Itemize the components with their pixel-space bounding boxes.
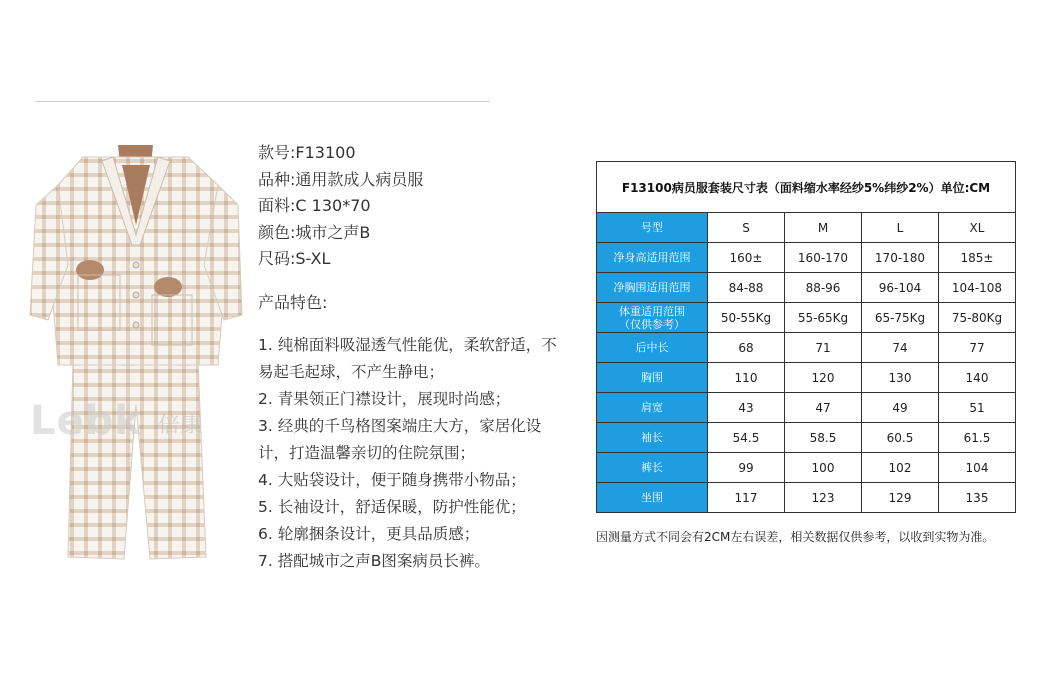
table-cell: 84-88	[708, 273, 785, 303]
row-label: 体重适用范围 （仅供参考）	[597, 303, 708, 333]
table-cell: 104	[939, 453, 1016, 483]
table-cell: 47	[785, 393, 862, 423]
row-label: 裤长	[597, 453, 708, 483]
table-row	[597, 483, 1016, 513]
row-label: 后中长	[597, 333, 708, 363]
table-cell: 58.5	[785, 423, 862, 453]
watermark-brand: Lebk	[30, 398, 142, 444]
top-divider	[35, 101, 490, 102]
table-cell: 49	[862, 393, 939, 423]
table-cell: 43	[708, 393, 785, 423]
table-cell: 117	[708, 483, 785, 513]
row-label: 坐围	[597, 483, 708, 513]
size-table-title: F13100病员服套装尺寸表（面料缩水率经纱5%纬纱2%）单位:CM	[597, 162, 1016, 213]
table-cell: S	[708, 213, 785, 243]
feature-item: 7. 搭配城市之声B图案病员长裤。	[258, 552, 490, 570]
feature-item: 4. 大贴袋设计，便于随身携带小物品；	[258, 471, 526, 489]
table-row	[597, 303, 1016, 333]
table-row	[597, 423, 1016, 453]
table-cell: 160-170	[785, 243, 862, 273]
product-photo	[28, 145, 243, 565]
feature-item: 1. 纯棉面料吸湿透气性能优，柔软舒适，不易起毛起球，不产生静电；	[258, 336, 557, 381]
spec-color: 颜色:城市之声B	[258, 222, 371, 242]
table-cell: 96-104	[862, 273, 939, 303]
size-table-title-row	[597, 162, 1016, 213]
table-cell: L	[862, 213, 939, 243]
table-cell: 75-80Kg	[939, 303, 1016, 333]
table-cell: 120	[785, 363, 862, 393]
table-row	[597, 273, 1016, 303]
row-label: 胸围	[597, 363, 708, 393]
table-cell: 185±	[939, 243, 1016, 273]
table-cell: XL	[939, 213, 1016, 243]
features-title: 产品特色:	[258, 293, 328, 312]
table-cell: 99	[708, 453, 785, 483]
table-cell: 68	[708, 333, 785, 363]
table-cell: 135	[939, 483, 1016, 513]
table-cell: 102	[862, 453, 939, 483]
table-cell: 65-75Kg	[862, 303, 939, 333]
table-cell: 110	[708, 363, 785, 393]
spec-size: 尺码:S-XL	[258, 249, 331, 268]
spec-fabric: 面料:C 130*70	[258, 196, 371, 215]
table-cell: 55-65Kg	[785, 303, 862, 333]
table-cell: 104-108	[939, 273, 1016, 303]
row-label: 肩宽	[597, 393, 708, 423]
feature-item: 3. 经典的千鸟格图案端庄大方，家居化设计，打造温馨亲切的住院氛围；	[258, 417, 542, 462]
table-cell: 130	[862, 363, 939, 393]
row-label: 净身高适用范围	[597, 243, 708, 273]
table-cell: 88-96	[785, 273, 862, 303]
table-row	[597, 333, 1016, 363]
feature-item: 2. 青果领正门襟设计，展现时尚感；	[258, 390, 511, 408]
table-row	[597, 393, 1016, 423]
table-row	[597, 453, 1016, 483]
features-list	[258, 332, 558, 575]
table-cell: 51	[939, 393, 1016, 423]
table-cell: 60.5	[862, 423, 939, 453]
table-cell: 170-180	[862, 243, 939, 273]
table-row	[597, 363, 1016, 393]
size-table	[596, 161, 1016, 513]
table-cell: M	[785, 213, 862, 243]
table-cell: 140	[939, 363, 1016, 393]
spec-style-no: 款号:F13100	[258, 143, 356, 162]
table-cell: 129	[862, 483, 939, 513]
table-cell: 77	[939, 333, 1016, 363]
table-cell: 160±	[708, 243, 785, 273]
table-cell: 74	[862, 333, 939, 363]
row-label: 净胸围适用范围	[597, 273, 708, 303]
watermark-brand-cn: 倍康	[158, 413, 203, 438]
measurement-note: 因测量方式不同会有2CM左右误差，相关数据仅供参考，以收到实物为准。	[596, 530, 995, 544]
table-cell: 50-55Kg	[708, 303, 785, 333]
table-cell: 54.5	[708, 423, 785, 453]
table-cell: 123	[785, 483, 862, 513]
feature-item: 6. 轮廓捆条设计，更具品质感；	[258, 525, 480, 543]
table-row	[597, 213, 1016, 243]
row-label: 号型	[597, 213, 708, 243]
table-row	[597, 243, 1016, 273]
table-cell: 61.5	[939, 423, 1016, 453]
row-label: 袖长	[597, 423, 708, 453]
spec-variety: 品种:通用款成人病员服	[258, 169, 424, 189]
spec-list	[258, 140, 423, 273]
table-cell: 71	[785, 333, 862, 363]
feature-item: 5. 长袖设计，舒适保暖，防护性能优；	[258, 498, 526, 516]
table-cell: 100	[785, 453, 862, 483]
